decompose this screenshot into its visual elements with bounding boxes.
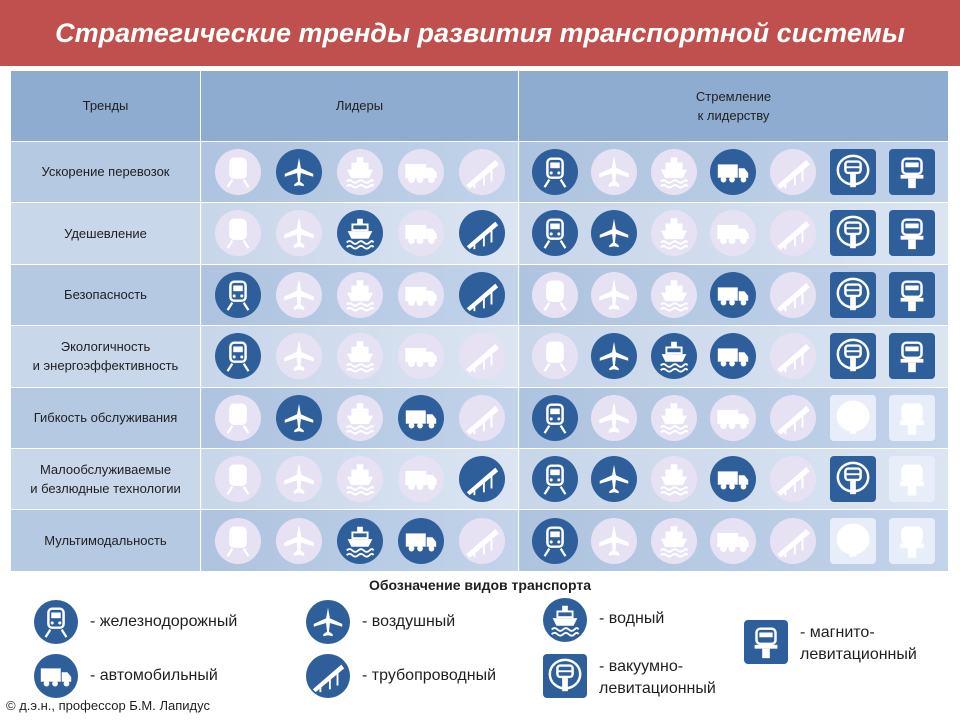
airplane-icon — [276, 518, 322, 564]
leaders-cell — [201, 141, 519, 202]
vacuum-levitation-icon — [830, 272, 876, 318]
airplane-icon — [591, 210, 637, 256]
legend-air — [306, 600, 455, 644]
maglev-icon — [889, 210, 935, 256]
ship-icon — [337, 210, 383, 256]
legend-vacuum — [543, 654, 716, 700]
legend-water — [543, 598, 664, 642]
aspiring-cell — [519, 387, 949, 448]
train-icon — [215, 210, 261, 256]
aspiring-cell — [519, 326, 949, 387]
ship-icon — [543, 598, 587, 642]
train-icon — [215, 395, 261, 441]
leaders-cell — [201, 448, 519, 509]
leaders-cell — [201, 264, 519, 325]
table-row — [11, 387, 949, 448]
header-aspiring: Стремление к лидерству — [519, 71, 949, 142]
pipeline-icon — [770, 272, 816, 318]
aspiring-cell — [519, 141, 949, 202]
pipeline-icon — [770, 518, 816, 564]
pipeline-icon — [770, 210, 816, 256]
legend-air-label: - воздушный — [362, 613, 456, 630]
maglev-icon — [889, 395, 935, 441]
pipeline-icon — [459, 456, 505, 502]
truck-icon — [398, 272, 444, 318]
pipeline-icon — [770, 149, 816, 195]
train-icon — [532, 149, 578, 195]
legend-title: Обозначение видов транспорта — [368, 577, 591, 593]
trend-label: Гибкость обслуживания — [11, 387, 201, 448]
header-leaders: Лидеры — [201, 71, 519, 142]
train-icon — [215, 149, 261, 195]
airplane-icon — [591, 395, 637, 441]
maglev-icon — [889, 333, 935, 379]
airplane-icon — [591, 333, 637, 379]
aspiring-cell — [519, 264, 949, 325]
leaders-cell — [201, 326, 519, 387]
trends-table — [10, 70, 949, 572]
truck-icon — [398, 149, 444, 195]
vacuum-levitation-icon — [830, 518, 876, 564]
vacuum-levitation-icon — [830, 456, 876, 502]
maglev-icon — [889, 456, 935, 502]
truck-icon — [710, 272, 756, 318]
train-icon — [215, 333, 261, 379]
train-icon — [532, 333, 578, 379]
legend-rail-label: - железнодорожный — [90, 613, 238, 630]
ship-icon — [337, 518, 383, 564]
table-header — [11, 71, 949, 142]
ship-icon — [651, 333, 697, 379]
airplane-icon — [276, 149, 322, 195]
ship-icon — [337, 333, 383, 379]
truck-icon — [398, 395, 444, 441]
truck-icon — [710, 456, 756, 502]
pipeline-icon — [770, 395, 816, 441]
legend-auto — [34, 654, 218, 698]
truck-icon — [398, 518, 444, 564]
airplane-icon — [591, 272, 637, 318]
table-row — [11, 203, 949, 264]
airplane-icon — [591, 149, 637, 195]
truck-icon — [710, 210, 756, 256]
maglev-icon — [889, 518, 935, 564]
truck-icon — [710, 395, 756, 441]
ship-icon — [337, 395, 383, 441]
train-icon — [532, 210, 578, 256]
header-trends: Тренды — [11, 71, 201, 142]
table-row — [11, 141, 949, 202]
train-icon — [34, 600, 78, 644]
ship-icon — [651, 395, 697, 441]
table-row — [11, 510, 949, 572]
aspiring-cell — [519, 510, 949, 572]
truck-icon — [398, 210, 444, 256]
maglev-icon — [889, 272, 935, 318]
vacuum-levitation-icon — [830, 149, 876, 195]
leaders-cell — [201, 387, 519, 448]
pipeline-icon — [459, 518, 505, 564]
pipeline-icon — [770, 456, 816, 502]
trend-label: Безопасность — [11, 264, 201, 325]
aspiring-cell — [519, 203, 949, 264]
table-row — [11, 326, 949, 387]
truck-icon — [398, 333, 444, 379]
train-icon — [215, 518, 261, 564]
vacuum-levitation-icon — [543, 654, 587, 698]
ship-icon — [651, 149, 697, 195]
vacuum-levitation-icon — [830, 333, 876, 379]
train-icon — [215, 272, 261, 318]
title-banner — [0, 0, 960, 66]
legend-maglev — [744, 620, 917, 666]
pipeline-icon — [459, 272, 505, 318]
ship-icon — [651, 456, 697, 502]
pipeline-icon — [459, 333, 505, 379]
train-icon — [532, 518, 578, 564]
trend-label: Экологичность и энергоэффективность — [11, 326, 201, 387]
airplane-icon — [276, 395, 322, 441]
legend-maglev-label: - магнито- левитационный — [800, 624, 917, 663]
legend-vacuum-label: - вакуумно- левитационный — [599, 658, 716, 697]
pipeline-icon — [306, 654, 350, 698]
page-title: Стратегические тренды развития транспортной системы — [55, 17, 905, 48]
legend-pipe — [306, 654, 496, 698]
ship-icon — [337, 149, 383, 195]
train-icon — [532, 456, 578, 502]
ship-icon — [337, 272, 383, 318]
pipeline-icon — [459, 149, 505, 195]
pipeline-icon — [459, 210, 505, 256]
airplane-icon — [276, 333, 322, 379]
legend-pipe-label: - трубопроводный — [362, 667, 496, 684]
leaders-cell — [201, 510, 519, 572]
legend-rail — [34, 600, 237, 644]
airplane-icon — [276, 210, 322, 256]
vacuum-levitation-icon — [830, 210, 876, 256]
truck-icon — [710, 333, 756, 379]
maglev-icon — [889, 149, 935, 195]
table-row — [11, 264, 949, 325]
legend-auto-label: - автомобильный — [90, 667, 218, 684]
train-icon — [215, 456, 261, 502]
truck-icon — [398, 456, 444, 502]
trend-label: Ускорение перевозок — [11, 141, 201, 202]
airplane-icon — [306, 600, 350, 644]
trend-label: Мультимодальность — [11, 510, 201, 572]
airplane-icon — [276, 272, 322, 318]
ship-icon — [651, 518, 697, 564]
airplane-icon — [591, 518, 637, 564]
truck-icon — [710, 149, 756, 195]
legend-water-label: - водный — [599, 610, 665, 627]
leaders-cell — [201, 203, 519, 264]
truck-icon — [34, 654, 78, 698]
trend-label: Удешевление — [11, 203, 201, 264]
aspiring-cell — [519, 448, 949, 509]
trend-label: Малообслуживаемые и безлюдные технологии — [11, 448, 201, 509]
table-row — [11, 448, 949, 509]
pipeline-icon — [770, 333, 816, 379]
maglev-icon — [744, 620, 788, 664]
train-icon — [532, 272, 578, 318]
ship-icon — [651, 210, 697, 256]
airplane-icon — [591, 456, 637, 502]
ship-icon — [337, 456, 383, 502]
copyright: © д.э.н., профессор Б.М. Лапидус — [6, 698, 210, 713]
train-icon — [532, 395, 578, 441]
ship-icon — [651, 272, 697, 318]
truck-icon — [710, 518, 756, 564]
vacuum-levitation-icon — [830, 395, 876, 441]
airplane-icon — [276, 456, 322, 502]
pipeline-icon — [459, 395, 505, 441]
